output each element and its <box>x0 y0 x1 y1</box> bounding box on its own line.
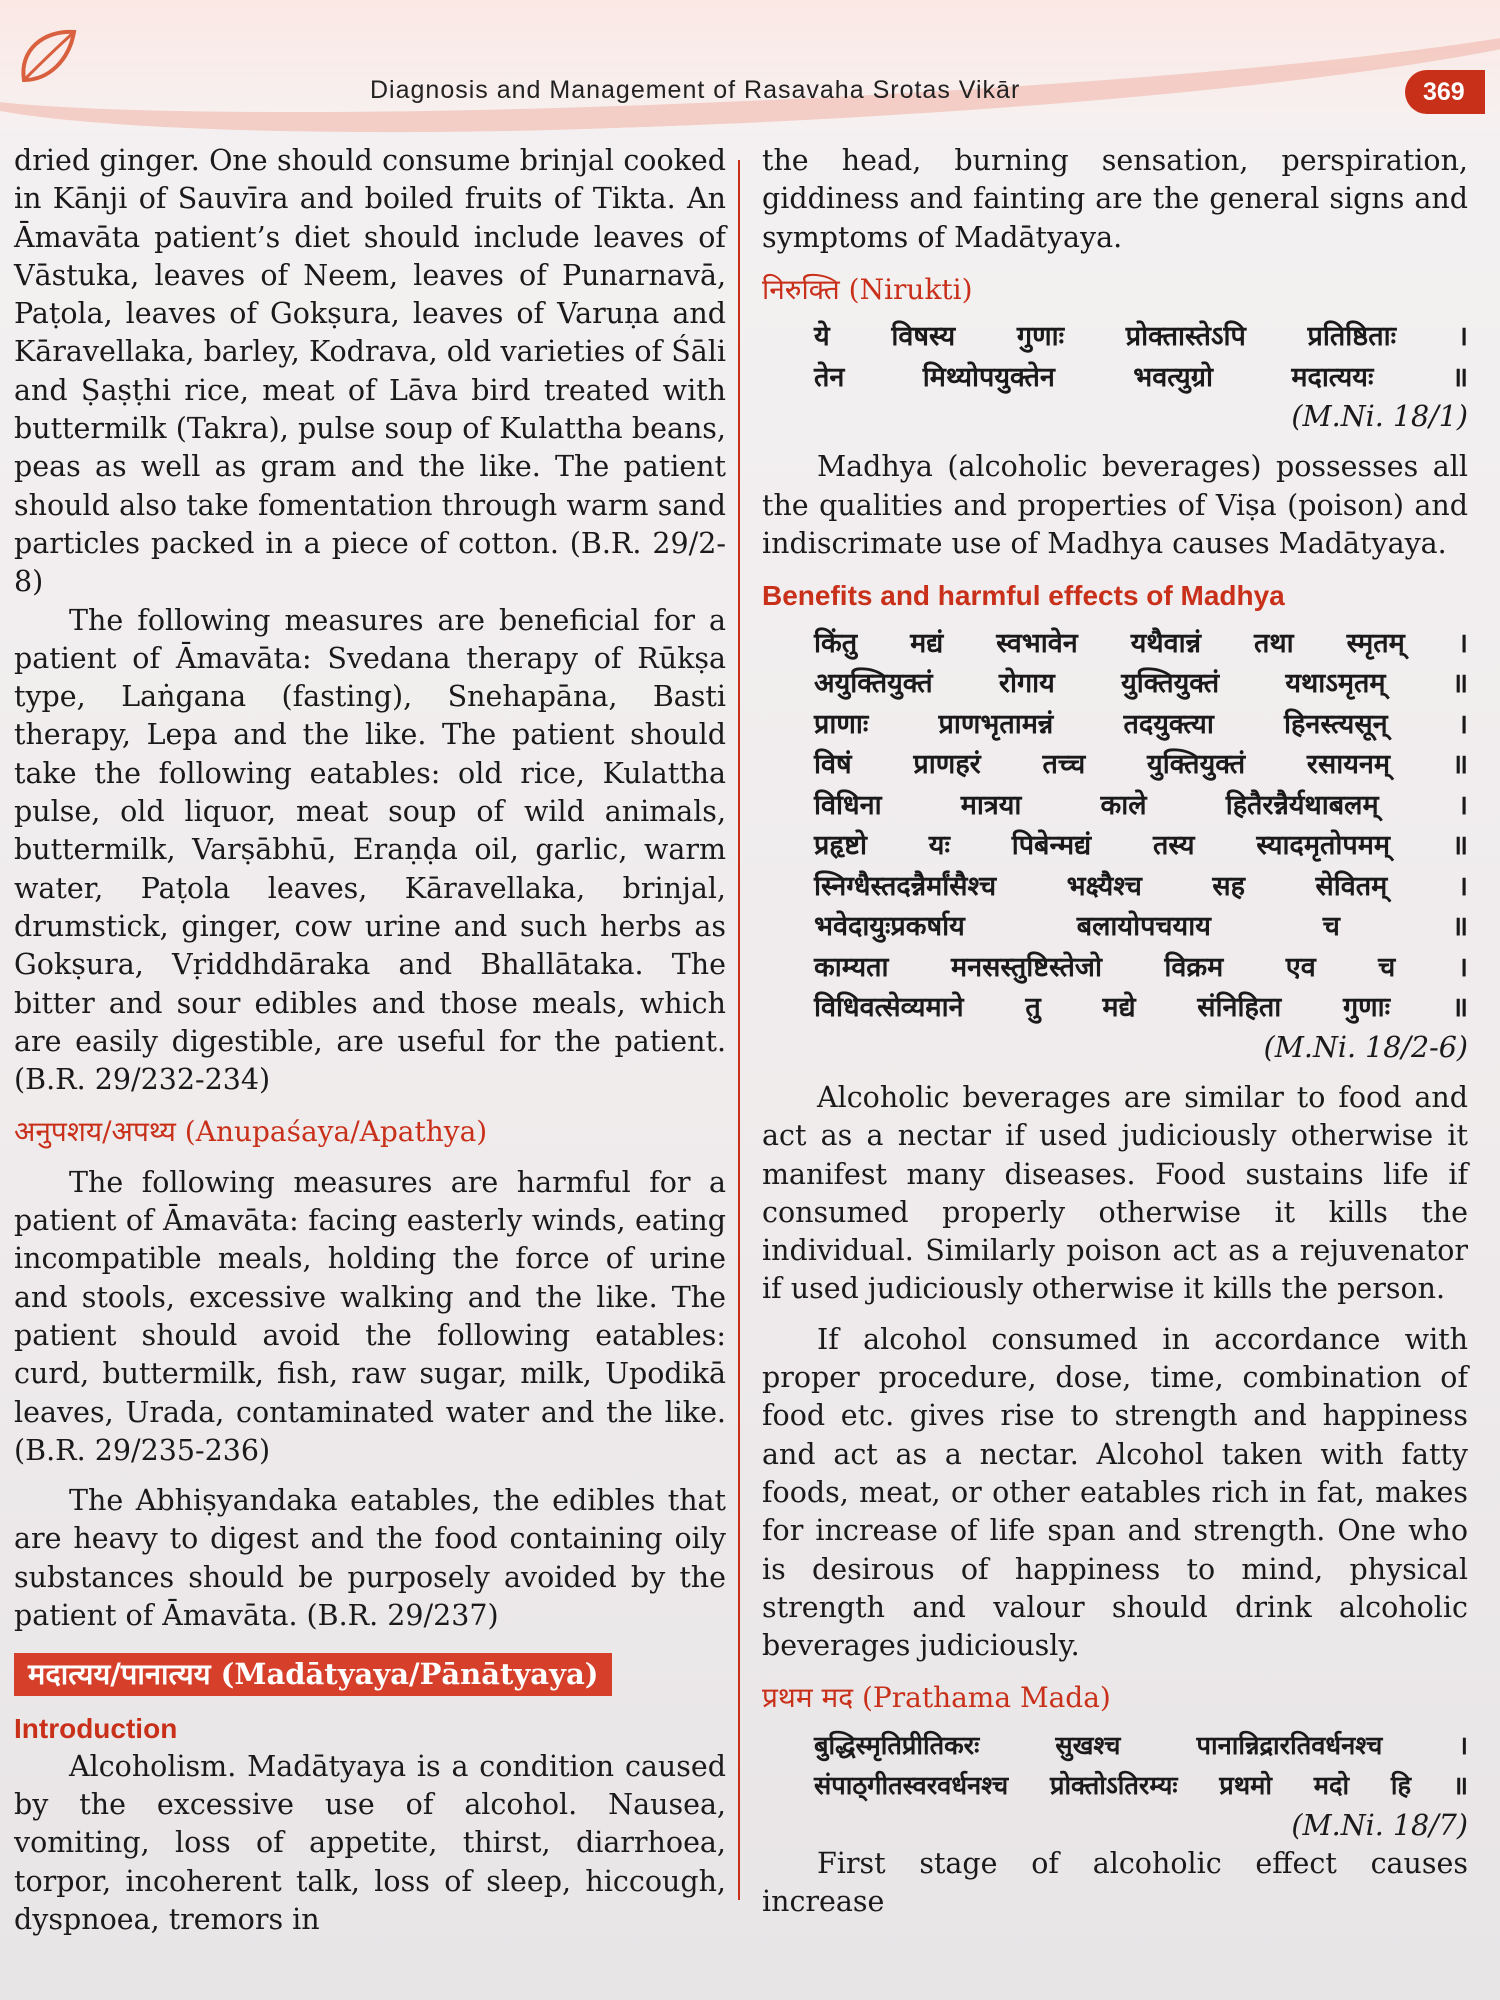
verse-line: विधिना मात्रया काले हितैरन्नैर्यथाबलम् । <box>814 789 1468 821</box>
sanskrit-verse <box>762 1726 1468 1807</box>
paragraph: First stage of alcoholic effect causes increase <box>762 1847 1468 1919</box>
verse-line: विषं प्राणहरं तच्च युक्तियुक्तं रसायनम् ॥ <box>814 749 1468 781</box>
verse-line: तेन मिथ्योपयुक्तेन भवत्युग्रो मदात्ययः ॥ <box>814 361 1468 393</box>
paragraph: The following measures are beneficial for a patient of Āmavāta: Svedana therapy of Rūkṣa type, Laṅgana (fasting), Snehapāna, Basti therapy, Lepa and the like. The patient should take the following eatables: old rice, Kulattha pulse, old liquor, meat soup of wild animals, buttermilk, Varṣābhū, Eraṇḍa oil, garlic, warm water, Paṭola leaves, Kāravellaka, brinjal, drumstick, ginger, cow urine and such herbs as Gokṣura, Vṛiddhdāraka and Bhallātaka. The bitter and sour edibles and those meals, which are easily digestible, are useful for the patient. (B.R. 29/232-234) <box>14 603 726 1097</box>
sanskrit-verse <box>762 317 1468 398</box>
paragraph: Alcoholism. Madātyaya is a condition caused by the excessive use of alcohol. Nausea, vomiting, loss of appetite, thirst, diarrhoea, torpor, incoherent talk, loss of sleep, hiccough, dyspnoea, tremors in <box>14 1749 726 1937</box>
chapter-title-box: मदात्यय/पानात्यय (Madātyaya/Pānātyaya) <box>14 1653 612 1695</box>
verse-line: बुद्धिस्मृतिप्रीतिकरः सुखश्च पानान्निद्रारतिवर्धनश्च । <box>814 1730 1468 1761</box>
verse-reference: (M.Ni. 18/7) <box>1291 1808 1468 1842</box>
column-divider <box>738 160 740 1900</box>
verse-reference: (M.Ni. 18/2-6) <box>1263 1030 1468 1064</box>
section-heading-anupasaya: अनुपशय/अपथ्य (Anupaśaya/Apathya) <box>14 1115 488 1149</box>
verse-line: प्रहृष्टो यः पिबेन्मद्यं तस्य स्यादमृतोपमम् ॥ <box>814 830 1468 862</box>
verse-reference: (M.Ni. 18/1) <box>1291 400 1468 434</box>
verse-line: स्निग्धैस्तदन्नैर्मांसैश्च भक्ष्यैश्च सह सेवितम् । <box>814 870 1468 902</box>
verse-line: भवेदायुःप्रकर्षाय बलायोपचयाय च ॥ <box>814 911 1468 943</box>
paragraph: The following measures are harmful for a patient of Āmavāta: facing easterly winds, eating incompatible meals, holding the force of urine and stools, excessive walking and the like. The patient should avoid the following eatables: curd, buttermilk, fish, raw sugar, milk, Upodikā leaves, Urada, contaminated water and the like. (B.R. 29/235-236) <box>14 1165 726 1467</box>
verse-line: अयुक्तियुक्तं रोगाय युक्तियुक्तं यथाऽमृतम् ॥ <box>814 668 1468 700</box>
sanskrit-verse <box>762 624 1468 1029</box>
paragraph: dried ginger. One should consume brinjal cooked in Kānji of Sauvīra and boiled fruits of Tikta. An Āmavāta patient’s diet should include leaves of Vāstuka, leaves of Neem, leaves of Punarnavā, Paṭola, leaves of Gokṣura, leaves of Varuṇa and Kāravellaka, barley, Kodrava, old varieties of Śāli and Ṣaṣṭhi rice, meat of Lāva bird treated with buttermilk (Takra), pulse soup of Kulattha beans, peas as well as gram and the like. The patient should also take fomentation through warm sand particles packed in a piece of cotton. (B.R. 29/2-8) <box>14 144 726 599</box>
running-head: Diagnosis and Management of Rasavaha Srotas Vikār <box>370 76 1021 104</box>
verse-line: काम्यता मनसस्तुष्टिस्तेजो विक्रम एव च । <box>814 951 1468 983</box>
paragraph: If alcohol consumed in accordance with proper procedure, dose, time, combination of food etc. gives rise to strength and happiness and act as a nectar. Alcohol taken with fatty foods, meat, or other eatables rich in fat, makes for increase of life span and strength. One who is desirous of happiness to mind, physical strength and valour should drink alcoholic beverages judiciously. <box>762 1322 1468 1663</box>
section-heading-introduction: Introduction <box>14 1712 178 1744</box>
section-heading-benefits: Benefits and harmful effects of Madhya <box>762 580 1285 612</box>
verse-line: ये विषस्य गुणाः प्रोक्तास्तेऽपि प्रतिष्ठिताः । <box>814 321 1468 353</box>
paragraph: The Abhiṣyandaka eatables, the edibles that are heavy to digest and the food containing oily substances should be purposely avoided by the patient of Āmavāta. (B.R. 29/237) <box>14 1484 726 1632</box>
verse-line: प्राणाः प्राणभृतामन्नं तदयुक्त्या हिनस्त्यसून् । <box>814 708 1468 740</box>
section-heading-nirukti: निरुक्ति (Nirukti) <box>762 272 973 306</box>
left-column <box>14 142 726 1939</box>
verse-line: संपाठ्गीतस्वरवर्धनश्च प्रोक्तोऽतिरम्यः प्रथमो मदो हि ॥ <box>814 1771 1468 1802</box>
paragraph: Madhya (alcoholic beverages) possesses all the qualities and properties of Viṣa (poison) and indiscrimate use of Madhya causes Madātyaya. <box>762 450 1468 561</box>
verse-line: किंतु मद्यं स्वभावेन यथैवान्नं तथा स्मृतम् । <box>814 627 1468 659</box>
paragraph: the head, burning sensation, perspiration, giddiness and fainting are the general signs and symptoms of Madātyaya. <box>762 144 1468 254</box>
paragraph: Alcoholic beverages are similar to food and act as a nectar if used judiciously otherwise it manifest many diseases. Food sustains life if consumed properly otherwise it kills the individual. Similarly poison act as a rejuvenator if used judiciously otherwise it kills the person. <box>762 1080 1468 1306</box>
page-number: 369 <box>1405 70 1485 114</box>
leaf-ornament-icon <box>14 20 84 90</box>
right-column <box>762 142 1468 1922</box>
verse-line: विधिवत्सेव्यमाने तु मद्ये संनिहिता गुणाः ॥ <box>814 992 1468 1024</box>
section-heading-prathama: प्रथम मद (Prathama Mada) <box>762 1681 1111 1715</box>
